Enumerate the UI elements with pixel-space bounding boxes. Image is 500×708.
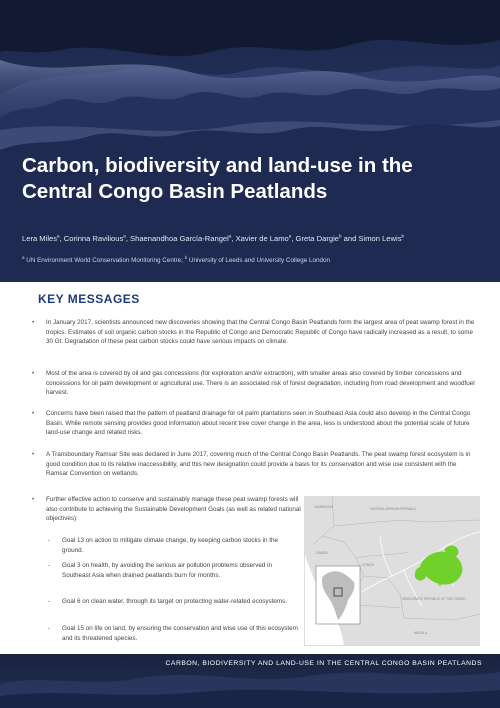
footer-banner (0, 654, 500, 708)
affiliation-a: UN Environment World Conservation Monitoring Centre (26, 257, 182, 264)
hero-banner (0, 0, 500, 282)
map-label-angola: ANGOLA (414, 631, 428, 635)
author: Simon Lewis$^b$ (358, 233, 405, 243)
key-message-bullet: • In January 2017, scientists announced new discoveries showing that the Central Congo Basin Peatlands form the largest area of peat swamp forest in the tropics. Estimates of soil organic carbon stocks in the Republic of Congo and Democratic Republic of Congo have radically increased as a result, to some 30 Gt. Degradation of these peat carbon stocks could have serious impacts on climate. (46, 318, 478, 347)
affiliation-b: University of Leeds and University College London (188, 257, 331, 264)
key-message-bullet: • Further effective action to conserve and sustainably manage these peat swamp forests will also contribute to achieving the Sustainable Development Goals (as well as related national objectives): (46, 495, 302, 524)
sdg-goal-item: - Goal 13 on action to mitigate climate change, by keeping carbon stocks in the ground. (62, 536, 298, 555)
sdg-goal-item: - Goal 6 on clean water, through its target on protecting water-related ecosystems. (62, 597, 298, 607)
congo-basin-map (304, 496, 480, 646)
author: Lera Miles$^a$, (22, 233, 64, 243)
map-label-congo: CONGO (362, 563, 375, 567)
author: Greta Dargie$^b$ (295, 233, 342, 243)
author: Corinna Ravilious$^a$, (63, 233, 131, 243)
title-line-2: Central Congo Basin Peatlands (22, 180, 328, 203)
sdg-goal-item: - Goal 3 on health, by avoiding the serious air pollution problems observed in Southeast Asia when drained peatlands burn for months. (62, 561, 298, 580)
key-message-bullet: • Most of the area is covered by oil and gas concessions (for exploration and/or extraction), with smaller areas also covered by timber concessions and concessions for oil palm development or agricultural use. There is an associated risk of forest degradation, including from road development and woodfuel harvest. (46, 369, 478, 398)
affiliations: $^a$ UN Environment World Conservation Monitoring Centre; $^b$ University of Leeds and University College London (22, 254, 331, 264)
sdg-goal-item: - Goal 15 on life on land, by ensuring the conservation and wise use of this ecosystem and its threatened species. (62, 624, 298, 643)
key-message-bullet: • A Transboundary Ramsar Site was declared in June 2017, covering much of the Central Congo Basin Peatlands. The peat swamp forest ecosystem is in good condition due to its relative inaccessibility, and this new designation could provide a basis for its conservation and wise use consistent with the Ramsar Convention on wetlands. (46, 450, 478, 479)
map-label-car: CENTRAL AFRICAN REPUBLIC (370, 507, 417, 511)
key-messages-heading: KEY MESSAGES (38, 292, 140, 306)
title-line-1: Carbon, biodiversity and land-use in the (22, 154, 413, 177)
key-message-bullet: • Concerns have been raised that the pattern of peatland drainage for oil palm plantations seen in Southeast Asia could also develop in the Central Congo Basin. While remote sensing provides good information about recent tree cover change in the area, less is understood about the potential scale of future land-use change and related risks. (46, 409, 478, 438)
footer-running-title: CARBON, BIODIVERSITY AND LAND-USE IN THE CENTRAL CONGO BASIN PEATLANDS (165, 660, 482, 667)
author: Xavier de Lamo$^a$, (235, 233, 296, 243)
document-title (22, 153, 482, 205)
author: Shaenandhoa García-Rangel$^a$, (130, 233, 236, 243)
map-label-gabon: GABON (316, 551, 328, 555)
map-label-cameroon: CAMEROON (314, 505, 333, 509)
authors-joiner: and (343, 234, 357, 243)
author-list (22, 234, 492, 243)
map-label-drc: DEMOCRATIC REPUBLIC OF THE CONGO (402, 597, 466, 601)
